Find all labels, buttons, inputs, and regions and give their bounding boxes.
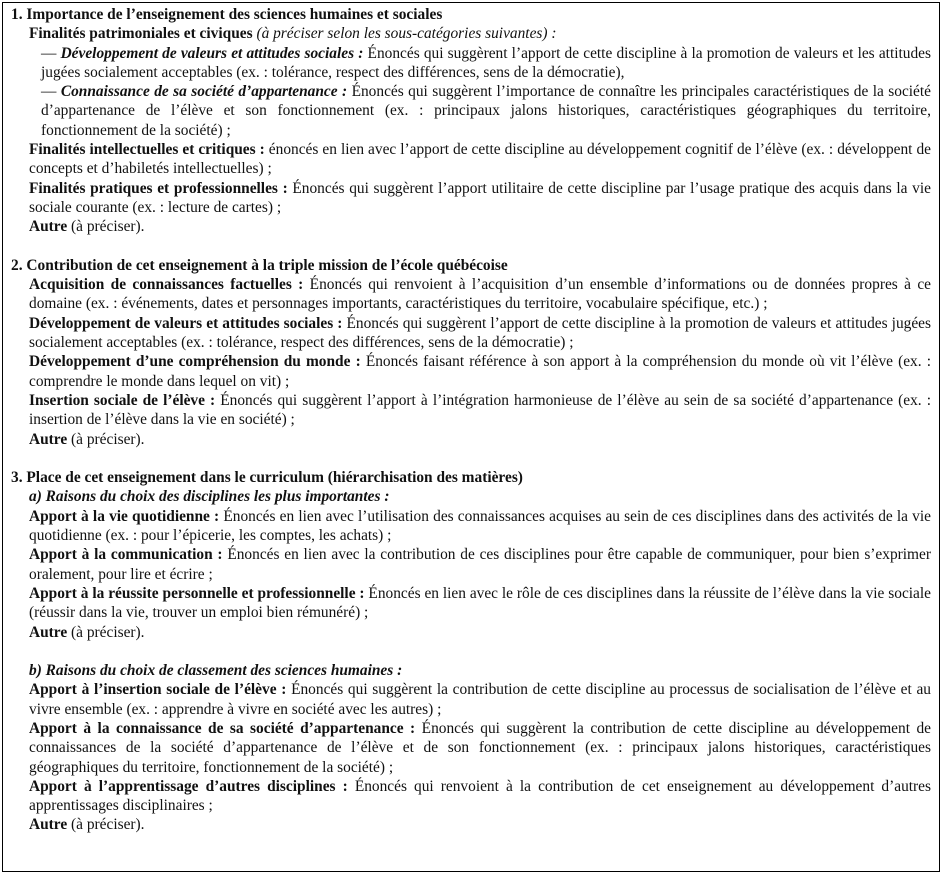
section-1-subitem-connaissance — [41, 82, 931, 140]
item-label: Acquisition de connaissances factuelles : — [29, 276, 304, 294]
section-1-item-pratiques — [29, 179, 931, 218]
spacer — [11, 237, 931, 256]
dash: — — [41, 44, 61, 62]
item-text: énoncés en lien avec l’apport de cette discipline au développement cognitif de l’élève (ex. : développent de concepts et d’habiletés intellectuelles) ; — [29, 141, 931, 178]
item-text: Énoncés qui suggèrent l’apport de cette discipline à la promotion de valeurs et attitudes jugées socialement acceptables (ex. : tolérance, respect des différences, sens de la démocratie) ; — [29, 314, 932, 352]
item-label: Autre — [29, 218, 68, 236]
item-text: Énoncés faisant référence à son apport à la compréhension du monde où vit l’élève (ex. : comprendre le monde dans lequel on vit) ; — [29, 353, 931, 390]
item-label: Autre — [29, 816, 68, 834]
section-2-title: 2. Contribution de cet enseignement à la triple mission de l’école québécoise — [11, 256, 508, 274]
item-label: Apport à la vie quotidienne : — [29, 507, 220, 525]
item-label: Autre — [29, 623, 68, 641]
subitem-label: Développement de valeurs et attitudes sociales : — [60, 44, 364, 62]
section-3a-heading: a) Raisons du choix des disciplines les plus importantes : — [29, 488, 390, 506]
document-table — [2, 2, 940, 872]
section-3a-item-vie-quotidienne — [29, 507, 931, 546]
section-3a-item-reussite — [29, 584, 931, 623]
subitem-label: Connaissance de sa société d’appartenance : — [60, 83, 348, 101]
spacer — [11, 642, 931, 661]
item-text: (à préciser). — [67, 430, 145, 448]
item-text: Énoncés qui renvoient à la contribution de cet enseignement au développement d’autres apprentissages disciplinaires ; — [29, 777, 931, 815]
item-text: Énoncés qui renvoient à l’acquisition d’un ensemble d’informations ou de données propres à ce domaine (ex. : événements, dates et personnages importants, caractéristiques du territoire, vocabulaire spécifique, etc.) ; — [29, 276, 931, 313]
section-2-item-autre — [29, 430, 931, 449]
section-1-item-patrimoniales — [29, 24, 931, 43]
section-3b-item-connaissance — [29, 719, 931, 777]
spacer — [11, 449, 931, 468]
item-text: Énoncés en lien avec la contribution de ces disciplines pour être capable de communiquer, pour bien s’exprimer oralement, pour lire et écrire ; — [29, 546, 931, 583]
section-3b-item-apprentissage — [29, 777, 931, 816]
item-label: Développement d’une compréhension du monde : — [29, 353, 361, 371]
dash: — — [41, 83, 61, 101]
section-1-item-intellectuelles — [29, 140, 931, 179]
subitem-text: Énoncés qui suggèrent l’importance de connaître les principales caractéristiques de la société d’appartenance de l’élève et son fonctionnement (ex. : principaux jalons historiques, caractéristiques géographiques du territoire, fonctionnement de la société) ; — [41, 83, 931, 139]
item-text: Énoncés qui suggèrent l’apport à l’intégration harmonieuse de l’élève au sein de sa société d’appartenance (ex. : insertion de l’élève dans la vie en société) ; — [29, 391, 931, 429]
section-2-item-valeurs — [29, 314, 931, 353]
item-label: Finalités intellectuelles et critiques : — [29, 141, 265, 159]
item-note: (à préciser selon les sous-catégories suivantes) : — [256, 25, 557, 43]
item-label: Apport à la communication : — [29, 546, 223, 564]
section-2-item-insertion — [29, 391, 931, 430]
item-label: Apport à l’apprentissage d’autres disciplines : — [29, 777, 348, 795]
section-1-title: 1. Importance de l’enseignement des sciences humaines et sociales — [11, 6, 443, 23]
item-label: Apport à la connaissance de sa société d’appartenance : — [29, 719, 416, 737]
section-3a-item-autre — [29, 623, 931, 642]
item-label: Finalités pratiques et professionnelles : — [29, 179, 288, 197]
item-text: Énoncés en lien avec l’utilisation des connaissances acquises au sein de ces disciplines dans des activités de la vie quotidienne (ex. : pour l’épicerie, les comptes, les achats) ; — [29, 507, 931, 545]
section-3a-item-communication — [29, 545, 931, 584]
section-3b-item-autre — [29, 815, 931, 834]
item-text: Énoncés qui suggèrent la contribution de cette discipline au processus de socialisation de l’élève et au vivre ensemble (ex. : apprendre à vivre en société avec les autres) ; — [29, 681, 931, 718]
item-text: (à préciser). — [67, 218, 145, 236]
subitem-text: Énoncés qui suggèrent l’apport de cette discipline à la promotion de valeurs et les attitudes jugées socialement acceptables (ex. : tolérance, respect des différences, sens de la démocratie), — [41, 44, 931, 81]
section-3-title: 3. Place de cet enseignement dans le curriculum (hiérarchisation des matières) — [11, 469, 523, 487]
item-text: Énoncés qui suggèrent l’apport utilitaire de cette discipline par l’usage pratique des acquis dans la vie sociale courante (ex. : lecture de cartes) ; — [29, 179, 931, 216]
section-3b-heading: b) Raisons du choix de classement des sciences humaines : — [29, 662, 403, 680]
item-label: Développement de valeurs et attitudes sociales : — [29, 314, 343, 332]
section-1-subitem-valeurs — [41, 44, 931, 83]
item-label: Autre — [29, 430, 68, 448]
section-3b-item-insertion — [29, 680, 931, 719]
section-2-item-comprehension — [29, 352, 931, 391]
item-label: Insertion sociale de l’élève : — [29, 391, 216, 409]
section-2-item-connaissances — [29, 275, 931, 314]
item-label: Apport à la réussite personnelle et professionnelle : — [29, 584, 365, 602]
item-label: Apport à l’insertion sociale de l’élève : — [29, 681, 287, 699]
section-1-item-autre — [29, 217, 931, 236]
item-label: Finalités patrimoniales et civiques — [29, 25, 253, 43]
item-text: (à préciser). — [67, 816, 145, 834]
item-text: Énoncés qui suggèrent la contribution de cette discipline au développement de connaissances de la société d’appartenance de l’élève et de son fonctionnement (ex. : principaux jalons historiques, caractéristiques géographiques du territoire, fonctionnement de la société) ; — [29, 719, 931, 776]
item-text: Énoncés en lien avec le rôle de ces disciplines dans la réussite de l’élève dans la vie sociale (réussir dans la vie, trouver un emploi bien rémunéré) ; — [29, 584, 931, 622]
item-text: (à préciser). — [67, 623, 145, 641]
